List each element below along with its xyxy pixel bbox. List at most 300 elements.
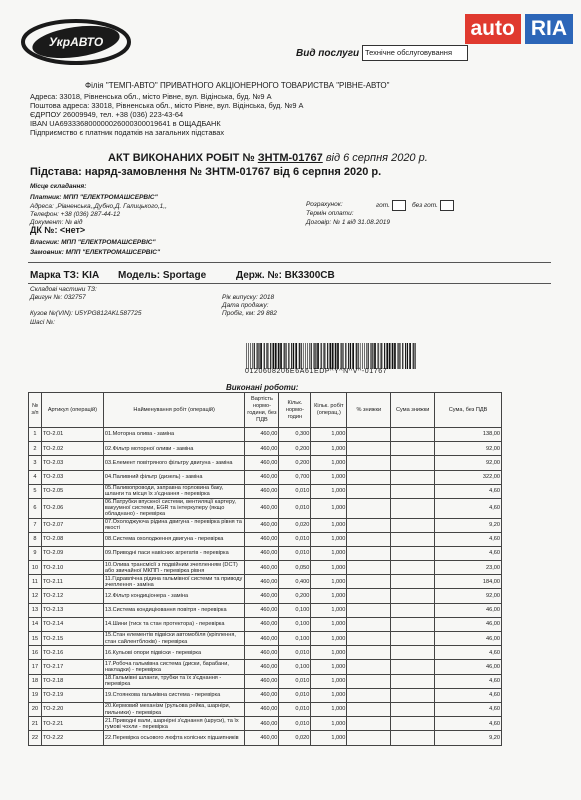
noncash-checkbox[interactable] xyxy=(440,200,454,211)
table-row xyxy=(29,532,502,546)
barcode-text: 0120608206E6A61EDP^Y^N^V^-01767 xyxy=(245,368,388,375)
hours-cell: 0,010 xyxy=(279,702,311,716)
discount-pct-cell xyxy=(347,518,391,532)
col-article-header: Артикул (операцій) xyxy=(41,393,103,428)
table-row xyxy=(29,428,502,442)
barcode-bar xyxy=(352,343,354,369)
qty-cell: 1,000 xyxy=(311,688,347,702)
qty-cell: 1,000 xyxy=(311,717,347,731)
barcode-bar xyxy=(378,343,379,369)
number-cell: 18 xyxy=(29,674,42,688)
barcode-bar xyxy=(356,343,357,369)
barcode-bar xyxy=(264,343,265,369)
work-name-cell: 01.Моторна олива - заміна xyxy=(103,428,245,442)
work-name-cell: 05.Паливопроводи, заправна горловина баку, шланги та місця їх з'єднання - перевірка xyxy=(103,484,245,498)
hours-cell: 0,010 xyxy=(279,546,311,560)
hours-cell: 0,100 xyxy=(279,660,311,674)
barcode-bar xyxy=(366,343,367,369)
table-row xyxy=(29,660,502,674)
work-name-cell: 16.Кульові опори підвіски - перевірка xyxy=(103,646,245,660)
barcode-bar xyxy=(368,343,369,369)
hours-cell: 0,010 xyxy=(279,532,311,546)
barcode-bar xyxy=(285,343,286,369)
work-name-cell: 08.Система охолодження двигуна - перевірка xyxy=(103,532,245,546)
number-cell: 2 xyxy=(29,442,42,456)
sum-cell: 4,60 xyxy=(435,532,502,546)
article-cell: ТО-2.19 xyxy=(41,688,103,702)
barcode-bar xyxy=(311,343,312,369)
barcode-bar xyxy=(398,343,399,369)
number-cell: 13 xyxy=(29,603,42,617)
hour-price-cell: 460,00 xyxy=(245,518,279,532)
barcode-bar xyxy=(299,343,300,369)
article-cell: ТО-2.03 xyxy=(41,456,103,470)
table-row xyxy=(29,646,502,660)
discount-pct-cell xyxy=(347,561,391,575)
barcode-bar xyxy=(270,343,271,369)
hours-cell: 0,100 xyxy=(279,632,311,646)
table-row xyxy=(29,674,502,688)
number-cell: 15 xyxy=(29,632,42,646)
company-logo xyxy=(20,18,132,66)
discount-pct-cell xyxy=(347,674,391,688)
article-cell: ТО-2.17 xyxy=(41,660,103,674)
table-row xyxy=(29,632,502,646)
hour-price-cell: 460,00 xyxy=(245,660,279,674)
discount-pct-cell xyxy=(347,442,391,456)
discount-sum-cell xyxy=(391,632,435,646)
discount-sum-cell xyxy=(391,646,435,660)
noncash-label: без гот. xyxy=(412,202,438,210)
qty-cell: 1,000 xyxy=(311,660,347,674)
barcode-bar xyxy=(415,343,416,369)
barcode-bar xyxy=(267,343,268,369)
barcode-bar xyxy=(291,343,292,369)
cash-option xyxy=(376,200,406,211)
hours-cell: 0,050 xyxy=(279,561,311,575)
payer: Платник: МПП "ЕЛЕКТРОМАШСЕРВІС" xyxy=(30,194,158,201)
article-cell: ТО-2.14 xyxy=(41,617,103,631)
qty-cell: 1,000 xyxy=(311,674,347,688)
qty-cell: 1,000 xyxy=(311,456,347,470)
hours-cell: 0,010 xyxy=(279,484,311,498)
work-name-cell: 19.Стоянкова гальмівна система - перевірка xyxy=(103,688,245,702)
number-cell: 4 xyxy=(29,470,42,484)
hour-price-cell: 460,00 xyxy=(245,589,279,603)
discount-pct-cell xyxy=(347,688,391,702)
barcode-bar xyxy=(248,343,249,369)
article-cell: ТО-2.10 xyxy=(41,561,103,575)
work-name-cell: 04.Паливний фільтр (дизель) - заміна xyxy=(103,470,245,484)
hour-price-cell: 460,00 xyxy=(245,632,279,646)
hour-price-cell: 460,00 xyxy=(245,603,279,617)
article-cell: ТО-2.02 xyxy=(41,442,103,456)
watermark-auto: auto xyxy=(465,14,521,44)
table-row xyxy=(29,702,502,716)
qty-cell: 1,000 xyxy=(311,470,347,484)
barcode-bar xyxy=(348,343,349,369)
hours-cell: 0,100 xyxy=(279,617,311,631)
qty-cell: 1,000 xyxy=(311,575,347,589)
article-cell: ТО-2.09 xyxy=(41,546,103,560)
barcode-bar xyxy=(358,343,359,369)
barcode-bar xyxy=(303,343,304,369)
discount-pct-cell xyxy=(347,617,391,631)
hours-cell: 0,400 xyxy=(279,575,311,589)
dk-number: ДК №: <нет> xyxy=(30,225,86,235)
work-name-cell: 17.Робоча гальмівна система (диски, барабани, накладки) - перевірка xyxy=(103,660,245,674)
col-sum-header: Сума, без ПДВ xyxy=(435,393,502,428)
barcode-bar xyxy=(305,343,306,369)
hour-price-cell: 460,00 xyxy=(245,617,279,631)
sum-cell: 92,00 xyxy=(435,456,502,470)
barcode-bar xyxy=(288,343,289,369)
engine-number: Двигун №: 032757 xyxy=(30,294,86,301)
qty-cell: 1,000 xyxy=(311,428,347,442)
discount-pct-cell xyxy=(347,428,391,442)
barcode-bar xyxy=(327,343,328,369)
works-title: Виконані роботи: xyxy=(226,383,299,392)
hours-cell: 0,010 xyxy=(279,646,311,660)
qty-cell: 1,000 xyxy=(311,498,347,518)
sum-cell: 4,60 xyxy=(435,702,502,716)
payment-term: Термін оплати: xyxy=(306,210,354,217)
vehicle-plate: Держ. №: ВК3300СВ xyxy=(236,270,335,281)
barcode-bar xyxy=(254,343,255,369)
hours-cell: 0,200 xyxy=(279,456,311,470)
qty-cell: 1,000 xyxy=(311,546,347,560)
barcode-bar xyxy=(364,343,365,369)
hours-cell: 0,020 xyxy=(279,518,311,532)
watermark-ria: RIA xyxy=(525,14,573,44)
table-row xyxy=(29,498,502,518)
sum-cell: 46,00 xyxy=(435,660,502,674)
qty-cell: 1,000 xyxy=(311,702,347,716)
number-cell: 17 xyxy=(29,660,42,674)
sum-cell: 4,60 xyxy=(435,498,502,518)
hours-cell: 0,100 xyxy=(279,603,311,617)
sum-cell: 46,00 xyxy=(435,617,502,631)
barcode-bar xyxy=(360,343,361,369)
sum-cell: 184,00 xyxy=(435,575,502,589)
barcode-bar xyxy=(324,343,325,369)
company-address: Адреса: 33018, Рівненська обл., місто Рівне, вул. Відінська, буд. №9 А xyxy=(30,92,272,101)
discount-sum-cell xyxy=(391,561,435,575)
divider-top xyxy=(28,262,551,263)
table-row xyxy=(29,442,502,456)
col-discount-pct-header: % знижки xyxy=(347,393,391,428)
article-cell: ТО-2.08 xyxy=(41,532,103,546)
number-cell: 10 xyxy=(29,561,42,575)
article-cell: ТО-2.13 xyxy=(41,603,103,617)
qty-cell: 1,000 xyxy=(311,484,347,498)
barcode-bar xyxy=(370,343,371,369)
payer-phone: Телефон: +38 (036) 287-44-12 xyxy=(30,211,121,218)
barcode-image xyxy=(245,343,417,369)
company-postal-address: Поштова адреса: 33018, Рівненська обл., місто Рівне, вул. Відінська, буд. №9 А xyxy=(30,101,304,110)
article-cell: ТО-2.03 xyxy=(41,470,103,484)
hour-price-cell: 460,00 xyxy=(245,702,279,716)
article-cell: ТО-2.07 xyxy=(41,518,103,532)
order-basis: Підстава: наряд-замовлення № ЗНТМ-01767 від 6 серпня 2020 р. xyxy=(30,166,382,178)
sum-cell: 46,00 xyxy=(435,603,502,617)
discount-pct-cell xyxy=(347,589,391,603)
barcode-bar xyxy=(280,343,282,369)
number-cell: 7 xyxy=(29,518,42,532)
act-number: ЗНТМ-01767 xyxy=(257,152,323,164)
sum-cell: 4,60 xyxy=(435,484,502,498)
col-discount-sum-header: Сума знижки xyxy=(391,393,435,428)
discount-sum-cell xyxy=(391,470,435,484)
service-type-label: Вид послуги xyxy=(296,48,360,59)
company-edrpou: ЄДРПОУ 26009949, тел. +38 (036) 223-43-64 xyxy=(30,110,184,119)
company-tax-status: Підприємство є платник податків на загальних підставах xyxy=(30,128,225,137)
barcode-bar xyxy=(323,343,324,369)
customer: Замовник: МПП "ЕЛЕКТРОМАШСЕРВІС" xyxy=(30,249,161,256)
place-label: Місце складання: xyxy=(30,183,87,190)
article-cell: ТО-2.01 xyxy=(41,428,103,442)
owner: Власник: МПП "ЕЛЕКТРОМАШСЕРВІС" xyxy=(30,239,156,246)
hours-cell: 0,010 xyxy=(279,717,311,731)
sum-cell: 9,20 xyxy=(435,731,502,745)
autoria-watermark xyxy=(465,14,574,44)
article-cell: ТО-2.20 xyxy=(41,702,103,716)
number-cell: 8 xyxy=(29,532,42,546)
table-header-row xyxy=(29,393,502,428)
act-title xyxy=(108,152,428,164)
barcode-bar xyxy=(409,343,411,369)
hours-cell: 0,020 xyxy=(279,731,311,745)
discount-pct-cell xyxy=(347,603,391,617)
hour-price-cell: 460,00 xyxy=(245,731,279,745)
number-cell: 16 xyxy=(29,646,42,660)
sum-cell: 23,00 xyxy=(435,561,502,575)
hours-cell: 0,200 xyxy=(279,589,311,603)
qty-cell: 1,000 xyxy=(311,646,347,660)
barcode-bar xyxy=(284,343,285,369)
number-cell: 14 xyxy=(29,617,42,631)
discount-sum-cell xyxy=(391,731,435,745)
divider-vehicle xyxy=(28,283,551,284)
barcode-bar xyxy=(329,343,331,369)
barcode-bar xyxy=(257,343,258,369)
barcode-bar xyxy=(258,343,259,369)
article-cell: ТО-2.22 xyxy=(41,731,103,745)
hour-price-cell: 460,00 xyxy=(245,428,279,442)
barcode-bar xyxy=(384,343,385,369)
barcode-bar xyxy=(341,343,342,369)
discount-pct-cell xyxy=(347,470,391,484)
hour-price-cell: 460,00 xyxy=(245,546,279,560)
table-row xyxy=(29,688,502,702)
sum-cell: 4,60 xyxy=(435,688,502,702)
sum-cell: 4,60 xyxy=(435,646,502,660)
work-name-cell: 06.Патрубки впускної системи, вентиляції картеру, вакуумної системи, EGR та інтеркулеру (якщо обладнано) - перевірка xyxy=(103,498,245,518)
table-row xyxy=(29,546,502,560)
discount-pct-cell xyxy=(347,717,391,731)
hour-price-cell: 460,00 xyxy=(245,456,279,470)
discount-pct-cell xyxy=(347,484,391,498)
hours-cell: 0,700 xyxy=(279,470,311,484)
number-cell: 11 xyxy=(29,575,42,589)
barcode-bar xyxy=(321,343,322,369)
barcode-bar xyxy=(307,343,308,369)
barcode-bar xyxy=(335,343,337,369)
hour-price-cell: 460,00 xyxy=(245,575,279,589)
cash-label: гот. xyxy=(376,202,390,210)
discount-sum-cell xyxy=(391,589,435,603)
discount-pct-cell xyxy=(347,498,391,518)
discount-sum-cell xyxy=(391,603,435,617)
col-work-name-header: Найменування робіт (операцій) xyxy=(103,393,245,428)
qty-cell: 1,000 xyxy=(311,603,347,617)
barcode-bar xyxy=(399,343,400,369)
article-cell: ТО-2.21 xyxy=(41,717,103,731)
barcode-bar xyxy=(402,343,403,369)
work-name-cell: 02.Фільтр моторної оливи - заміна xyxy=(103,442,245,456)
col-number-header: № з/п xyxy=(29,393,42,428)
discount-pct-cell xyxy=(347,532,391,546)
discount-pct-cell xyxy=(347,456,391,470)
hour-price-cell: 460,00 xyxy=(245,674,279,688)
discount-pct-cell xyxy=(347,646,391,660)
discount-pct-cell xyxy=(347,546,391,560)
number-cell: 22 xyxy=(29,731,42,745)
document-ref: Документ: № від xyxy=(30,219,83,226)
barcode-bar xyxy=(372,343,373,369)
work-name-cell: 20.Кермовий механізм (рульова рейка, шарніри, пильники) - перевірка xyxy=(103,702,245,716)
discount-sum-cell xyxy=(391,546,435,560)
article-cell: ТО-2.12 xyxy=(41,589,103,603)
sum-cell: 322,00 xyxy=(435,470,502,484)
payer-address: Адреса: ,Рівненська,,Дубно,Д. Галицького,1,, xyxy=(30,203,167,210)
hours-cell: 0,010 xyxy=(279,688,311,702)
barcode-bar xyxy=(301,343,302,369)
hour-price-cell: 460,00 xyxy=(245,688,279,702)
sum-cell: 92,00 xyxy=(435,442,502,456)
settlement-label: Розрахунок: xyxy=(306,201,343,208)
work-name-cell: 14.Шини (тиск та стан протектора) - перевірка xyxy=(103,617,245,631)
table-row xyxy=(29,456,502,470)
discount-sum-cell xyxy=(391,428,435,442)
sum-cell: 4,60 xyxy=(435,546,502,560)
act-title-text: АКТ ВИКОНАНИХ РОБІТ № xyxy=(108,152,255,164)
hours-cell: 0,010 xyxy=(279,674,311,688)
discount-sum-cell xyxy=(391,498,435,518)
barcode-bar xyxy=(260,343,262,369)
col-hours-header: Кільк. нормо-годин xyxy=(279,393,311,428)
barcode-bar xyxy=(246,343,247,369)
work-name-cell: 15.Стан елементів підвіски автомобіля (кріплення, стан сайлентблоків) - перевірка xyxy=(103,632,245,646)
table-row xyxy=(29,561,502,575)
number-cell: 5 xyxy=(29,484,42,498)
work-name-cell: 22.Перевірка осьового люфта колісних підшипників xyxy=(103,731,245,745)
chassis-number: Шасі №: xyxy=(30,319,55,326)
barcode-bar xyxy=(278,343,280,369)
hours-cell: 0,300 xyxy=(279,428,311,442)
barcode-bar xyxy=(332,343,334,369)
barcode-bar xyxy=(413,343,414,369)
number-cell: 3 xyxy=(29,456,42,470)
discount-sum-cell xyxy=(391,575,435,589)
discount-sum-cell xyxy=(391,456,435,470)
act-date: від 6 серпня 2020 р. xyxy=(325,152,428,164)
hour-price-cell: 460,00 xyxy=(245,561,279,575)
discount-pct-cell xyxy=(347,632,391,646)
number-cell: 20 xyxy=(29,702,42,716)
barcode-bar xyxy=(380,343,381,369)
article-cell: ТО-2.11 xyxy=(41,575,103,589)
barcode-bar xyxy=(405,343,406,369)
discount-pct-cell xyxy=(347,731,391,745)
barcode-bar xyxy=(374,343,376,369)
discount-sum-cell xyxy=(391,532,435,546)
col-qty-header: Кільк. робіт (операц.) xyxy=(311,393,347,428)
work-name-cell: 18.Гальмівні шланги, трубки та їх з'єднання - перевірка xyxy=(103,674,245,688)
number-cell: 19 xyxy=(29,688,42,702)
barcode-bar xyxy=(309,343,310,369)
table-row xyxy=(29,484,502,498)
article-cell: ТО-2.06 xyxy=(41,498,103,518)
hour-price-cell: 460,00 xyxy=(245,442,279,456)
sum-cell: 4,60 xyxy=(435,717,502,731)
qty-cell: 1,000 xyxy=(311,518,347,532)
table-row xyxy=(29,617,502,631)
table-row xyxy=(29,589,502,603)
discount-sum-cell xyxy=(391,484,435,498)
barcode-bar xyxy=(392,343,394,369)
table-row xyxy=(29,518,502,532)
table-row xyxy=(29,603,502,617)
work-name-cell: 13.Система кондиціювання повітря - перевірка xyxy=(103,603,245,617)
hour-price-cell: 460,00 xyxy=(245,470,279,484)
table-row xyxy=(29,575,502,589)
qty-cell: 1,000 xyxy=(311,617,347,631)
work-name-cell: 03.Елемент повітряного фільтру двигуна - заміна xyxy=(103,456,245,470)
qty-cell: 1,000 xyxy=(311,589,347,603)
qty-cell: 1,000 xyxy=(311,731,347,745)
barcode-bar xyxy=(381,343,382,369)
svg-text:УкрАВТО: УкрАВТО xyxy=(48,35,104,49)
barcode-bar xyxy=(250,343,251,369)
barcode-bar xyxy=(252,343,253,369)
article-cell: ТО-2.15 xyxy=(41,632,103,646)
table-row xyxy=(29,717,502,731)
vin: Кузов №(VIN): U5YPG812AKL587725 xyxy=(30,310,142,317)
contract: Договір: № 1 від 31.08.2019 xyxy=(306,219,391,226)
cash-checkbox[interactable] xyxy=(392,200,406,211)
barcode-bar xyxy=(275,343,277,369)
discount-sum-cell xyxy=(391,702,435,716)
discount-sum-cell xyxy=(391,660,435,674)
discount-pct-cell xyxy=(347,702,391,716)
barcode-bar xyxy=(407,343,408,369)
discount-sum-cell xyxy=(391,688,435,702)
discount-sum-cell xyxy=(391,674,435,688)
table-row xyxy=(29,731,502,745)
discount-sum-cell xyxy=(391,518,435,532)
barcode-bar xyxy=(389,343,391,369)
vehicle-parts-label: Складові частини ТЗ: xyxy=(30,286,97,293)
number-cell: 9 xyxy=(29,546,42,560)
discount-pct-cell xyxy=(347,575,391,589)
sum-cell: 4,60 xyxy=(435,674,502,688)
work-name-cell: 10.Олива трансмісії з подвійним зчепленням (DCT) або звичайної МКПП - перевірка рівня xyxy=(103,561,245,575)
col-hour-price-header: Вартість нормо-години, без ПДВ xyxy=(245,393,279,428)
qty-cell: 1,000 xyxy=(311,632,347,646)
barcode-bar xyxy=(362,343,363,369)
number-cell: 6 xyxy=(29,498,42,518)
